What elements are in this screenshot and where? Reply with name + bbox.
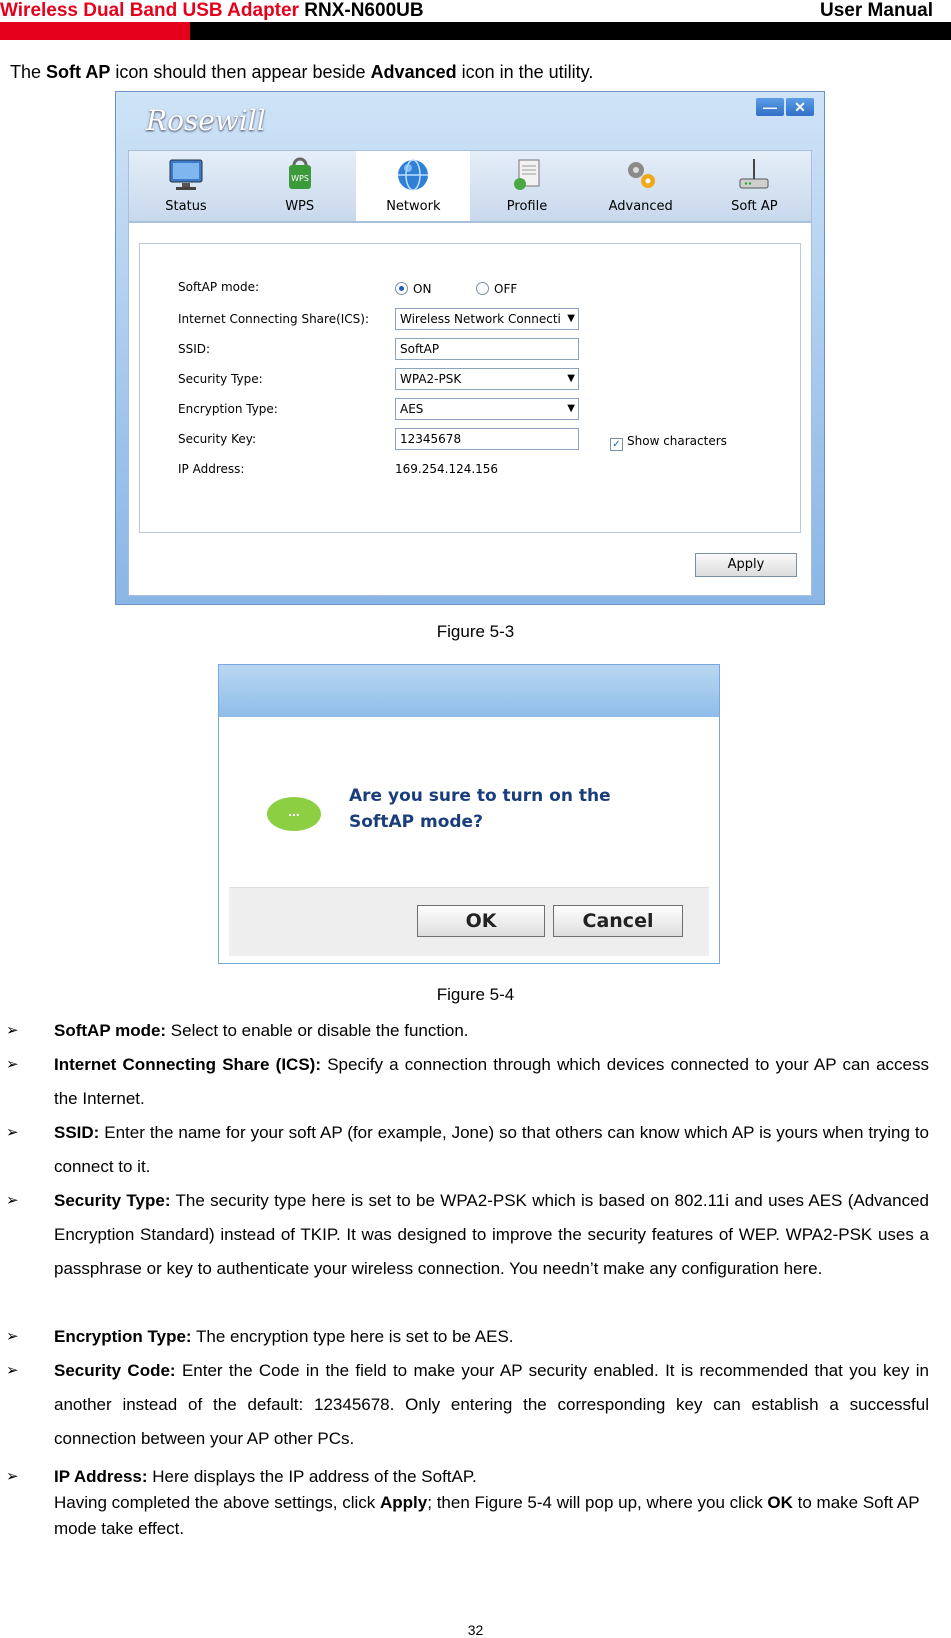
- chevron-down-icon: ▼: [567, 373, 575, 384]
- confirm-dialog: [218, 664, 720, 964]
- bullet-arrow-icon: ➢: [6, 1328, 19, 1345]
- ics-value: Wireless Network Connecti: [400, 312, 561, 326]
- utility-tabs: [128, 150, 812, 222]
- list-item-term: Encryption Type:: [54, 1327, 192, 1346]
- encryption-type-value: AES: [400, 402, 424, 416]
- tab-soft-ap[interactable]: [697, 151, 811, 221]
- list-item-term: SSID:: [54, 1123, 100, 1142]
- list-item-desc: The security type here is set to be WPA2-PSK which is based on 802.11i and uses AES (Advanced Encryption Standard) instead of TKIP. It was designed to improve the security features of WEP. WPA2-PSK uses a passphrase or key to authenticate your wireless connection. You needn’t make any configuration here.: [54, 1191, 929, 1278]
- svg-text:WPS: WPS: [290, 174, 309, 183]
- list-item-desc: The encryption type here is set to be AES.: [191, 1327, 514, 1346]
- intro-paragraph: [10, 62, 593, 83]
- security-type-value: WPA2-PSK: [400, 372, 462, 386]
- list-item-term: SoftAP mode:: [54, 1021, 167, 1040]
- cancel-button[interactable]: Cancel: [553, 905, 683, 937]
- security-key-label: Security Key:: [178, 432, 257, 446]
- list-item-desc: Here displays the IP address of the SoftAP.: [147, 1467, 477, 1486]
- list-item-text: [54, 1354, 929, 1456]
- list-item-desc: Enter the Code in the field to make your AP security enabled. It is recommended that you key in another instead of the default: 12345678. Only entering the corresponding key can establish a successful connection between your AP other PCs.: [54, 1361, 929, 1448]
- bullet-arrow-icon: ➢: [6, 1022, 19, 1039]
- tab-label: Network: [386, 199, 441, 214]
- list-item-text: [54, 1048, 929, 1116]
- tab-profile[interactable]: [470, 151, 584, 221]
- closing-ok: OK: [767, 1493, 793, 1512]
- list-item-term: Internet Connecting Share (ICS):: [54, 1055, 321, 1074]
- list-item-text: [54, 1460, 929, 1494]
- list-item-text: [54, 1116, 929, 1184]
- router-icon: [734, 157, 774, 193]
- bullet-arrow-icon: ➢: [6, 1362, 19, 1379]
- rosewill-logo: Rosewill: [146, 104, 266, 137]
- radio-off-icon: [476, 282, 489, 295]
- tab-label: Profile: [506, 199, 548, 214]
- ip-address-value: 169.254.124.156: [395, 462, 499, 476]
- chat-bubble-icon: [267, 797, 321, 831]
- utility-window: [115, 91, 825, 605]
- list-item-term: Security Type:: [54, 1191, 171, 1210]
- list-item-text: [54, 1014, 929, 1048]
- radio-on-label: ON: [413, 282, 432, 296]
- softap-mode-label: SoftAP mode:: [178, 280, 260, 294]
- tab-status[interactable]: [129, 151, 243, 221]
- list-item-term: Security Code:: [54, 1361, 176, 1380]
- closing-text: to make Soft AP mode take effect.: [54, 1493, 920, 1538]
- close-button[interactable]: ✕: [786, 98, 814, 116]
- intro-text: The: [10, 62, 47, 82]
- tab-advanced[interactable]: [584, 151, 698, 221]
- header-bar-red: [0, 22, 190, 40]
- header-title: [0, 0, 424, 22]
- encryption-type-label: Encryption Type:: [178, 402, 278, 416]
- header-product: Wireless Dual Band USB Adapter: [0, 0, 299, 21]
- intro-text: icon in the utility.: [456, 62, 594, 82]
- list-item-desc: Specify a connection through which devices connected to your AP can access the Internet.: [54, 1055, 929, 1108]
- bullet-arrow-icon: ➢: [6, 1468, 19, 1485]
- security-type-label: Security Type:: [178, 372, 263, 386]
- ics-select[interactable]: [395, 308, 579, 330]
- list-item-desc: Select to enable or disable the function.: [166, 1021, 469, 1040]
- soft-ap-settings-group: [139, 243, 801, 533]
- wps-icon: [280, 157, 320, 193]
- ok-button[interactable]: OK: [417, 905, 545, 937]
- ip-address-label: IP Address:: [178, 462, 245, 476]
- globe-icon: [393, 157, 433, 193]
- list-item-text: [54, 1320, 929, 1354]
- profile-icon: [507, 157, 547, 193]
- header-manual: User Manual: [820, 0, 933, 21]
- ics-label: Internet Connecting Share(ICS):: [178, 312, 370, 326]
- intro-text: icon should then appear beside: [110, 62, 371, 82]
- bullet-arrow-icon: ➢: [6, 1124, 19, 1141]
- softap-mode-on[interactable]: [395, 282, 431, 296]
- page-number: 32: [467, 1622, 484, 1638]
- minimize-button[interactable]: —: [756, 98, 784, 116]
- encryption-type-select[interactable]: [395, 398, 579, 420]
- closing-text: Having completed the above settings, click: [54, 1493, 381, 1512]
- bullet-arrow-icon: ➢: [6, 1192, 19, 1209]
- closing-text: ; then Figure 5-4 will pop up, where you click: [427, 1493, 768, 1512]
- list-item-text: [54, 1184, 929, 1286]
- intro-soft-ap: Soft AP: [46, 62, 111, 82]
- radio-off-label: OFF: [494, 282, 518, 296]
- closing-apply: Apply: [380, 1493, 428, 1512]
- closing-paragraph: [54, 1490, 951, 1542]
- header-model: RNX-N600UB: [304, 0, 424, 21]
- softap-mode-off[interactable]: [476, 282, 517, 296]
- show-characters-label: Show characters: [627, 434, 727, 448]
- header-bar-black: [190, 22, 951, 40]
- figure-5-4-caption: Figure 5-4: [436, 985, 515, 1004]
- figure-5-3-caption: Figure 5-3: [436, 622, 515, 641]
- intro-advanced: Advanced: [370, 62, 457, 82]
- list-item-desc: Enter the name for your soft AP (for example, Jone) so that others can know which AP is yours when trying to connect to it.: [54, 1123, 929, 1176]
- chevron-down-icon: ▼: [567, 313, 575, 324]
- tab-wps[interactable]: [243, 151, 357, 221]
- checkbox-checked-icon: ✓: [610, 438, 623, 451]
- bubble-dots: ...: [288, 803, 300, 819]
- tab-label: WPS: [285, 199, 315, 214]
- list-item-term: IP Address:: [54, 1467, 148, 1486]
- show-characters-checkbox[interactable]: [610, 434, 727, 451]
- security-type-select[interactable]: [395, 368, 579, 390]
- radio-on-icon: [395, 282, 408, 295]
- dialog-question: Are you sure to turn on the SoftAP mode?: [349, 786, 611, 832]
- tab-label: Soft AP: [731, 199, 778, 214]
- tab-label: Advanced: [608, 199, 673, 214]
- page-header: [0, 0, 951, 22]
- chevron-down-icon: ▼: [567, 403, 575, 414]
- tab-label: Status: [165, 199, 207, 214]
- bullet-arrow-icon: ➢: [6, 1056, 19, 1073]
- security-key-input[interactable]: 12345678: [395, 428, 579, 450]
- ssid-input[interactable]: SoftAP: [395, 338, 579, 360]
- ssid-label: SSID:: [178, 342, 211, 356]
- soft-ap-panel: [128, 222, 812, 596]
- tab-network[interactable]: [356, 151, 470, 221]
- monitor-icon: [166, 157, 206, 193]
- gears-icon: [621, 157, 661, 193]
- apply-button[interactable]: Apply: [695, 553, 797, 577]
